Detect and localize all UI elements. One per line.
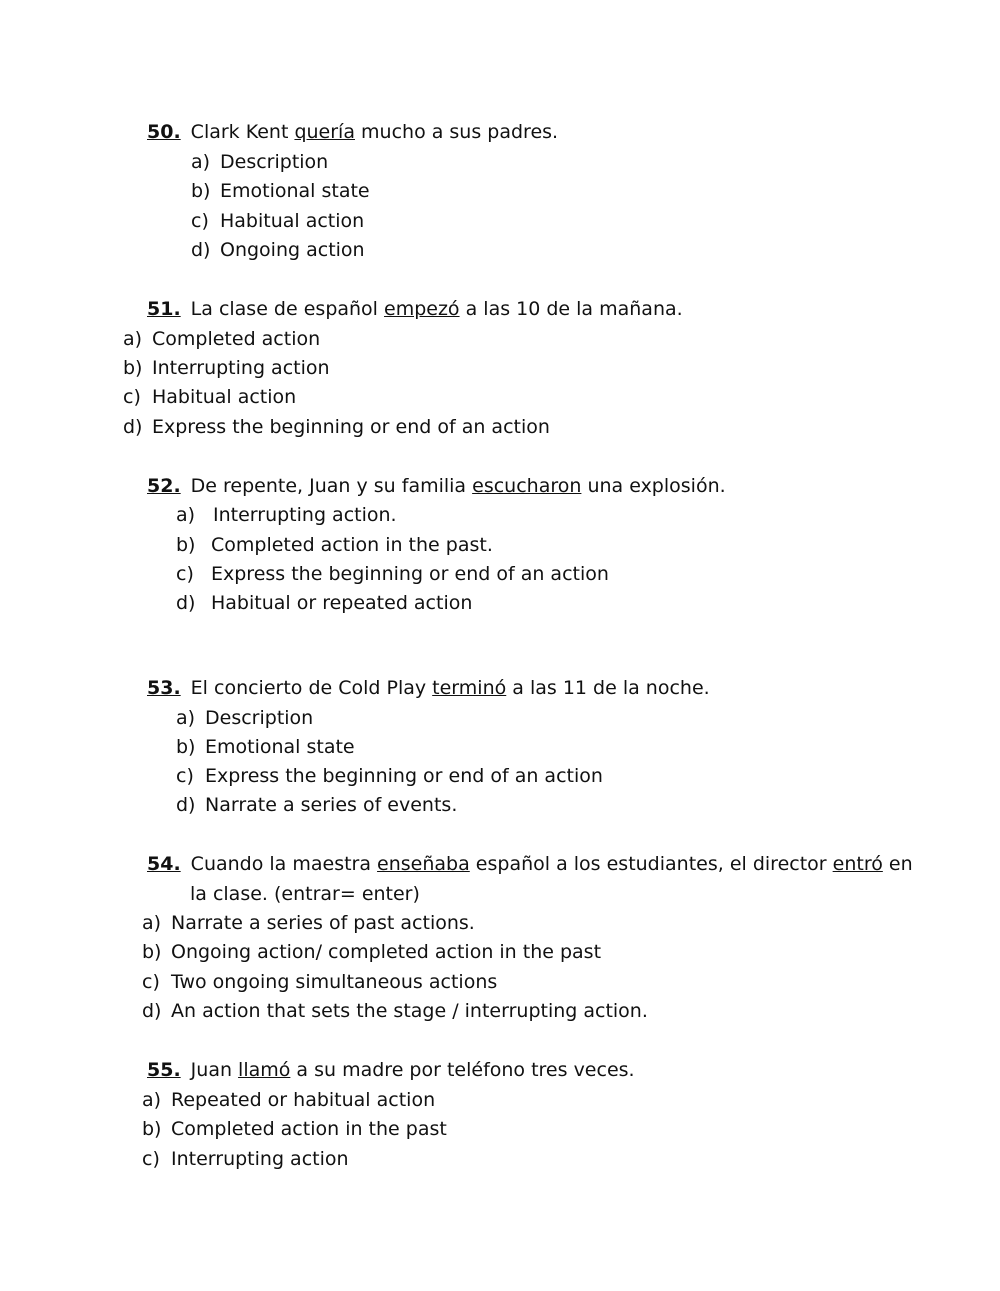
option-50-a[interactable]: a) Description <box>191 151 329 173</box>
option-51-b[interactable]: b) Interrupting action <box>123 357 330 379</box>
option-50-b[interactable]: b) Emotional state <box>191 180 370 202</box>
question-text-post: a las 10 de la mañana. <box>459 298 683 320</box>
question-54 <box>147 853 913 875</box>
option-53-d[interactable]: d) Narrate a series of events. <box>176 794 458 816</box>
question-number: 53. <box>147 677 181 699</box>
option-52-a[interactable]: a) Interrupting action. <box>176 504 397 526</box>
question-text-pre: Cuando la maestra <box>190 853 378 875</box>
question-number: 54. <box>147 853 181 875</box>
question-text-post: mucho a sus padres. <box>354 121 559 143</box>
question-text-mid: español a los estudiantes, el director <box>469 853 833 875</box>
question-text-post: una explosión. <box>581 475 726 497</box>
question-number: 55. <box>147 1059 181 1081</box>
option-51-c[interactable]: c) Habitual action <box>123 386 297 408</box>
question-text-post: en <box>882 853 913 875</box>
question-53 <box>147 677 710 699</box>
question-number: 52. <box>147 475 181 497</box>
option-54-a[interactable]: a) Narrate a series of past actions. <box>142 912 475 934</box>
question-55 <box>147 1059 635 1081</box>
question-text-pre: Clark Kent <box>190 121 295 143</box>
option-51-a[interactable]: a) Completed action <box>123 328 321 350</box>
question-verb: quería <box>294 121 355 143</box>
question-text-pre: De repente, Juan y su familia <box>190 475 473 497</box>
question-51 <box>147 298 683 320</box>
question-verb: enseñaba <box>377 853 470 875</box>
option-54-b[interactable]: b) Ongoing action/ completed action in the past <box>142 941 602 963</box>
question-number: 50. <box>147 121 181 143</box>
question-number: 51. <box>147 298 181 320</box>
question-verb: escucharon <box>472 475 582 497</box>
option-50-d[interactable]: d) Ongoing action <box>191 239 365 261</box>
question-text-pre: El concierto de Cold Play <box>190 677 433 699</box>
question-verb: llamó <box>238 1059 291 1081</box>
option-54-c[interactable]: c) Two ongoing simultaneous actions <box>142 971 498 993</box>
question-text-post: a las 11 de la noche. <box>506 677 710 699</box>
question-text-post: a su madre por teléfono tres veces. <box>290 1059 635 1081</box>
option-50-c[interactable]: c) Habitual action <box>191 210 365 232</box>
option-52-d[interactable]: d) Habitual or repeated action <box>176 592 473 614</box>
option-53-b[interactable]: b) Emotional state <box>176 736 355 758</box>
question-54-line-2: la clase. (entrar= enter) <box>190 883 420 905</box>
option-53-a[interactable]: a) Description <box>176 707 314 729</box>
option-55-c[interactable]: c) Interrupting action <box>142 1148 349 1170</box>
question-verb-2: entró <box>832 853 883 875</box>
option-52-b[interactable]: b) Completed action in the past. <box>176 534 493 556</box>
option-53-c[interactable]: c) Express the beginning or end of an action <box>176 765 603 787</box>
option-54-d[interactable]: d) An action that sets the stage / interrupting action. <box>142 1000 648 1022</box>
option-52-c[interactable]: c) Express the beginning or end of an action <box>176 563 609 585</box>
question-verb: terminó <box>432 677 507 699</box>
option-55-a[interactable]: a) Repeated or habitual action <box>142 1089 436 1111</box>
question-50 <box>147 121 558 143</box>
question-text-pre: La clase de español <box>190 298 385 320</box>
question-verb: empezó <box>384 298 460 320</box>
question-52 <box>147 475 726 497</box>
question-text-pre: Juan <box>190 1059 239 1081</box>
option-55-b[interactable]: b) Completed action in the past <box>142 1118 447 1140</box>
option-51-d[interactable]: d) Express the beginning or end of an action <box>123 416 550 438</box>
